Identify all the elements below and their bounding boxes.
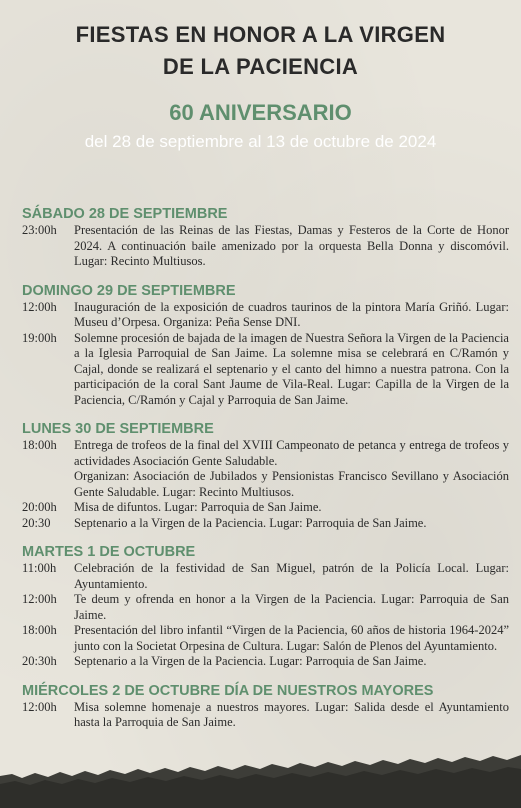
event-time: 11:00h	[22, 561, 57, 575]
title-line-2: DE LA PACIENCIA	[162, 54, 359, 79]
event-text: Organizan: Asociación de Jubilados y Pensionistas Francisco Sevillano y Asociación Gente Saludable. Lugar: Recinto Multiusos.	[74, 469, 509, 499]
event-description	[74, 516, 509, 532]
event-text: Misa solemne homenaje a nuestros mayores. Lugar: Salida desde el Ayuntamiento hasta la Parroquia de San Jaime.	[74, 699, 509, 729]
event-description	[74, 654, 509, 670]
program-list	[22, 205, 509, 731]
event-text: Inauguración de la exposición de cuadros taurinos de la pintora María Griñó. Lugar: Museu d’Orpesa. Organiza: Peña Sense DNI.	[74, 299, 509, 329]
event-description	[74, 700, 509, 731]
event-time: 20:30	[22, 515, 51, 530]
event-row	[22, 700, 509, 731]
day-heading: SÁBADO 28 DE SEPTIEMBRE	[22, 206, 228, 222]
event-time: 19:00h	[22, 330, 57, 345]
event-description	[74, 331, 509, 409]
event-text: Misa de difuntos. Lugar: Parroquia de San Jaime.	[74, 500, 322, 514]
event-description	[74, 223, 509, 270]
event-text: Solemne procesión de bajada de la imagen de Nuestra Señora la Virgen de la Paciencia a la Iglesia Parroquial de San Jaime. La solemne misa se celebrará en C/Ramón y Cajal, donde se realizará el septenario y el canto del himno a nuestra patrona. Con la participación de la coral Sant Jaume de Vila-Real. Lugar: Capilla de la Virgen de la Paciencia, C/Ramón y Cajal y Parroquia de San Jaime.	[74, 330, 509, 407]
event-time: 12:00h	[22, 699, 57, 714]
event-text: Presentación de las Reinas de las Fiestas, Damas y Festeros de la Corte de Honor 2024. A continuación baile amenizado por la orquesta Bella Donna y discomóvil. Lugar: Recinto Multiusos.	[74, 223, 509, 268]
event-description	[74, 561, 509, 592]
day-heading: LUNES 30 DE SEPTIEMBRE	[22, 421, 214, 437]
event-description	[74, 500, 509, 516]
event-row	[22, 592, 509, 623]
event-time: 18:00h	[22, 623, 57, 637]
event-description	[74, 300, 509, 331]
event-time: 18:00h	[22, 438, 57, 452]
day-heading: MARTES 1 DE OCTUBRE	[22, 544, 196, 560]
event-time: 23:00h	[22, 223, 57, 237]
event-text: Entrega de trofeos de la final del XVIII Campeonato de petanca y entrega de trofeos y actividades Asociación Gente Saludable.	[74, 438, 509, 468]
event-description	[74, 592, 509, 623]
event-row	[22, 500, 509, 516]
torn-paper-edge	[0, 738, 521, 808]
event-time: 12:00h	[22, 299, 57, 314]
event-description	[74, 438, 509, 500]
date-range: del 28 de septiembre al 13 de octubre de 2024	[84, 132, 437, 151]
event-row	[22, 561, 509, 592]
event-text: Septenario a la Virgen de la Paciencia. Lugar: Parroquia de San Jaime.	[74, 515, 427, 530]
event-row	[22, 300, 509, 331]
day-heading: MIÉRCOLES 2 DE OCTUBRE DÍA DE NUESTROS MAYORES	[22, 682, 434, 699]
event-text: Celebración de la festividad de San Miguel, patrón de la Policía Local. Lugar: Ayuntamiento.	[74, 561, 509, 591]
event-time: 20:00h	[22, 500, 57, 514]
event-text: Septenario a la Virgen de la Paciencia. Lugar: Parroquia de San Jaime.	[74, 654, 427, 668]
event-row	[22, 331, 509, 409]
event-row	[22, 654, 509, 670]
event-row	[22, 438, 509, 500]
event-time: 20:30h	[22, 654, 57, 668]
event-text: Te deum y ofrenda en honor a la Virgen de la Paciencia. Lugar: Parroquia de San Jaime.	[74, 592, 509, 622]
title-line-1: FIESTAS EN HONOR A LA VIRGEN	[75, 22, 446, 47]
event-text: Presentación del libro infantil “Virgen de la Paciencia, 60 años de historia 1964-2024” junto con la Societat Orpesina de Cultura. Lugar: Salón de Plenos del Ayuntamiento.	[74, 623, 509, 653]
day-heading: DOMINGO 29 DE SEPTIEMBRE	[22, 282, 236, 299]
anniversary-heading: 60 ANIVERSARIO	[169, 100, 352, 125]
event-time: 12:00h	[22, 592, 57, 606]
event-row	[22, 623, 509, 654]
event-description	[74, 623, 509, 654]
event-row	[22, 516, 509, 532]
event-row	[22, 223, 509, 270]
